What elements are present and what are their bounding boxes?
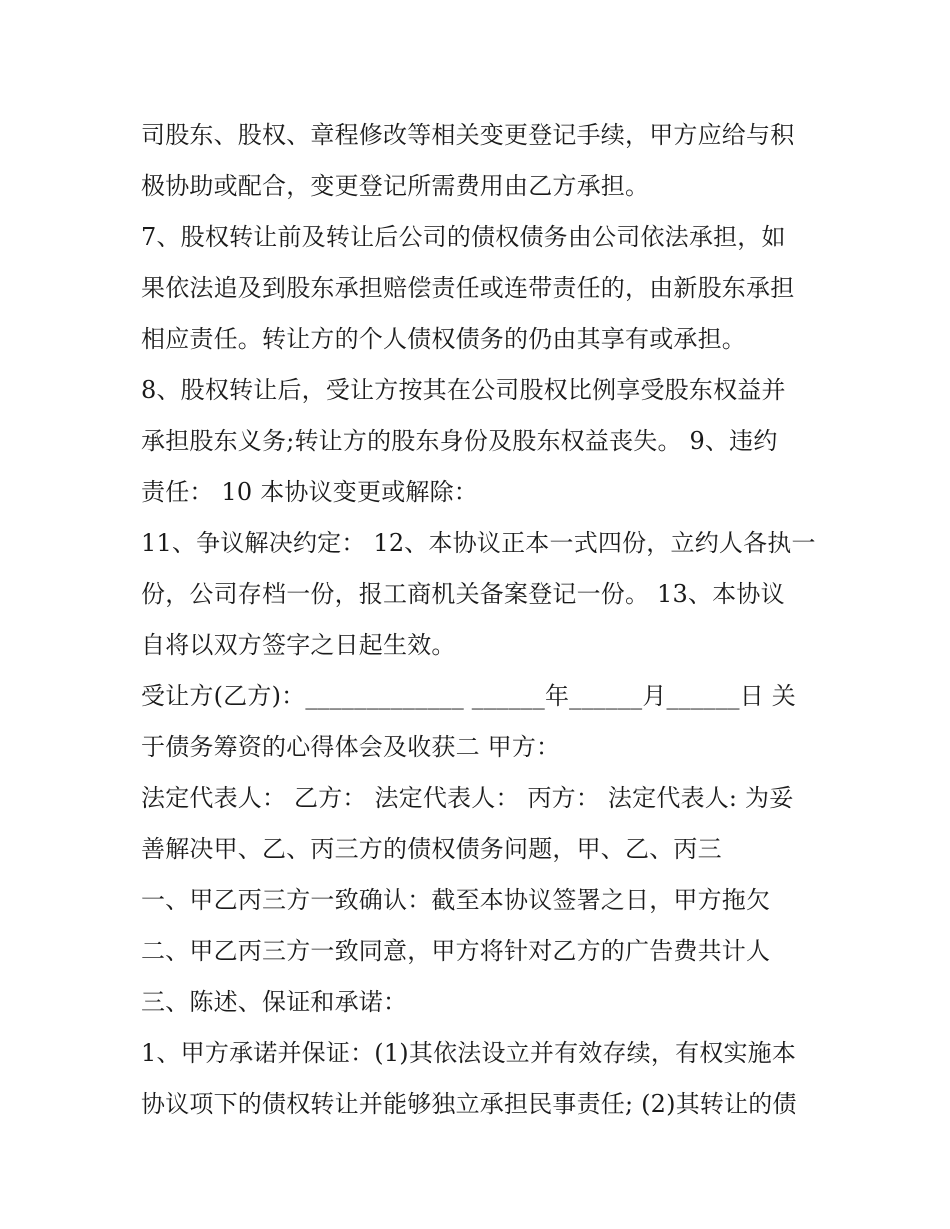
text-line: 承担股东义务;转让方的股东身份及股东权益丧失。 9、违约 (141, 427, 778, 455)
text-line: 法定代表人： 乙方： 法定代表人： 丙方： 法定代表人: 为妥 (141, 784, 794, 812)
text-line: 于债务筹资的心得体会及收获二 甲方： (141, 733, 561, 761)
text-line: 善解决甲、乙、丙三方的债权债务问题，甲、乙、丙三 (141, 835, 722, 863)
text-line: 7、股权转让前及转让后公司的债权债务由公司依法承担，如 (141, 223, 786, 251)
text-line: 果依法追及到股东承担赔偿责任或连带责任的，由新股东承担 (141, 274, 795, 302)
text-line: 二、甲乙丙三方一致同意，甲方将针对乙方的广告费共计人 (141, 937, 771, 965)
text-line: 11、争议解决约定： 12、本协议正本一式四份，立约人各执一 (141, 529, 816, 557)
text-line: 相应责任。转让方的个人债权债务的仍由其享有或承担。 (141, 325, 746, 353)
text-line: 司股东、股权、章程修改等相关变更登记手续，甲方应给与积 (141, 121, 795, 149)
document-body (141, 110, 841, 1130)
text-line: 份，公司存档一份，报工商机关备案登记一份。 13、本协议 (141, 580, 785, 608)
text-line: 受让方(乙方)：_____________ ______年______月______日 关 (141, 682, 796, 710)
text-line: 三、陈述、保证和承诺： (141, 988, 408, 1016)
text-line: 自将以双方签字之日起生效。 (141, 631, 456, 659)
text-line: 8、股权转让后，受让方按其在公司股权比例享受股东权益并 (141, 376, 786, 404)
text-line: 协议项下的债权转让并能够独立承担民事责任; (2)其转让的债 (141, 1090, 797, 1118)
text-line: 1、甲方承诺并保证：(1)其依法设立并有效存续，有权实施本 (141, 1039, 797, 1067)
text-line: 一、甲乙丙三方一致确认：截至本协议签署之日，甲方拖欠 (141, 886, 771, 914)
text-line: 责任： 10 本协议变更或解除： (141, 478, 478, 506)
text-line: 极协助或配合，变更登记所需费用由乙方承担。 (141, 172, 650, 200)
